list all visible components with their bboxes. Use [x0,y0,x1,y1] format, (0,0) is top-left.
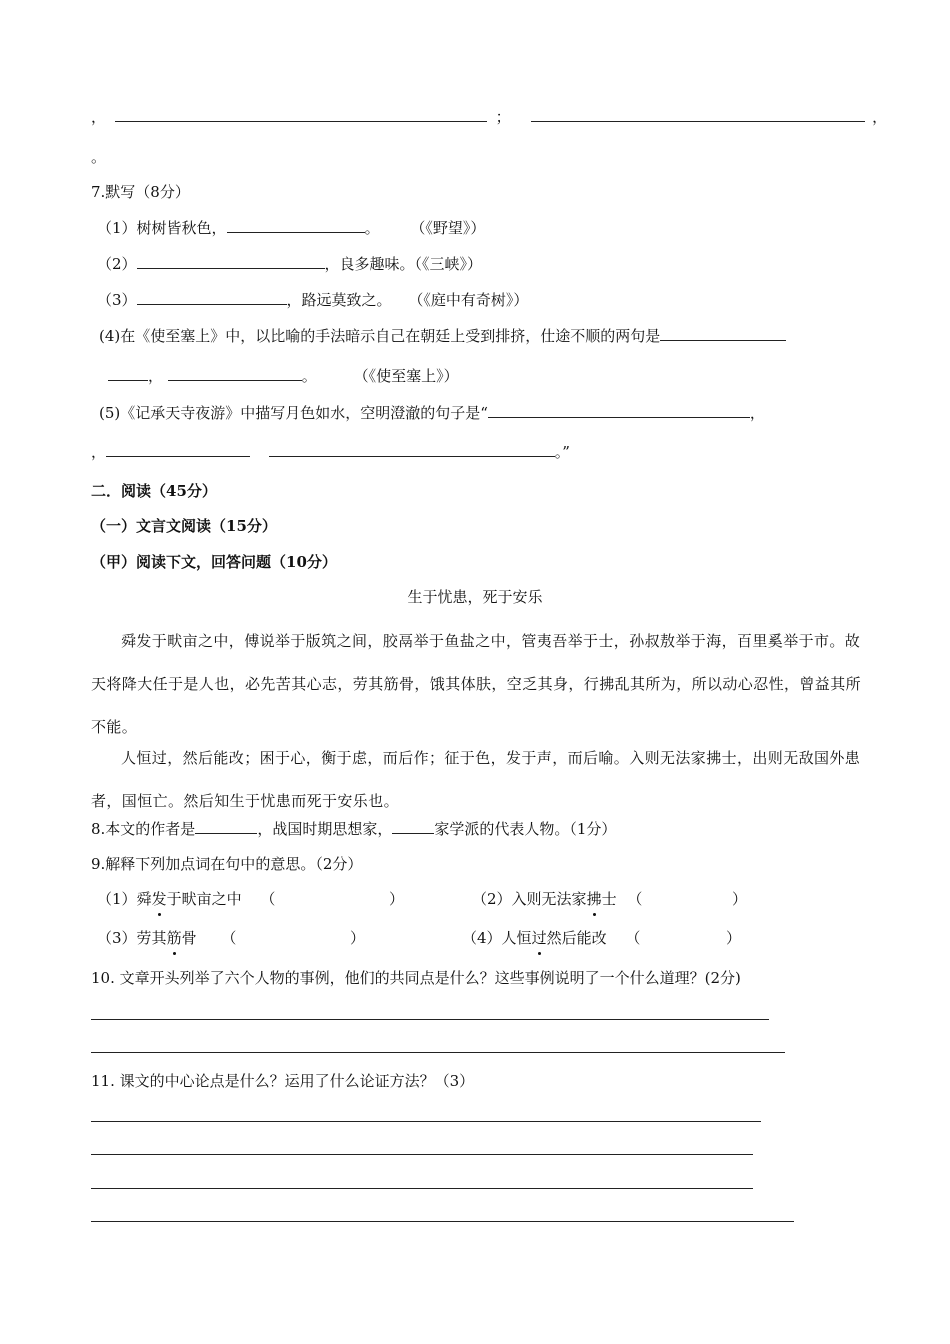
item-end: ，良多趣味。（《三峡》） [324,255,483,273]
top-fill-line [91,106,887,127]
item-number: （4） [462,929,502,947]
q8-text: 8.本文的作者是 [91,820,196,838]
q7-item-1 [97,217,485,238]
q7-item-2 [97,253,482,274]
item-source: （《庭中有奇树》） [408,291,529,309]
passage-instruction: （甲）阅读下文，回答问题（10分） [91,553,337,571]
item-number: （1） [97,890,137,908]
answer-line[interactable] [91,1221,794,1222]
q8-text: 家学派的代表人物。（1分） [434,820,617,838]
item-number: （1） [97,219,137,237]
comma: ， [91,443,107,461]
section-heading: 二．阅读（45分） [91,482,217,500]
answer-line[interactable] [91,1019,769,1020]
item-end: 。 [364,219,380,237]
item-text: 树树皆秋色， [136,219,227,237]
q7-item-4 [99,325,786,346]
q9-item-3 [97,927,365,948]
item-end: 。” [554,443,570,461]
essay-title: 生于忧患，死于安乐 [407,588,543,606]
answer-blank[interactable] [195,819,257,834]
q7-heading: 7.默写（8分） [91,183,190,201]
q10-question: 10. 文章开头列举了六个人物的事例，他们的共同点是什么？这些事例说明了一个什么道理？(2分) [91,969,741,987]
essay-paragraph-2: 人恒过，然后能改；困于心，衡于虑，而后作；征于色，发于声，而后喻。入则无法家拂士，出则无敌国外患者，国恒亡。然后知生于忧患而死于安乐也。 [91,749,861,810]
subsection-heading: （一）文言文阅读（15分） [91,517,277,535]
open-paren: （ [260,890,276,908]
answer-blank[interactable] [168,366,302,381]
item-source: （《野望》） [410,219,486,237]
open-paren: （ [625,929,641,947]
close-paren: ） [725,929,741,947]
item-text: 骨 [181,929,197,947]
item-number: （2） [472,890,512,908]
item-end: 。 [301,367,317,385]
answer-line[interactable] [91,1052,785,1053]
q7-item-4-cont [108,365,459,386]
answer-blank[interactable] [115,107,487,122]
close-paren: ） [388,890,404,908]
comma: ， [749,404,765,422]
answer-blank[interactable] [227,218,365,233]
dotted-word: 筋 [166,929,182,947]
item-text: 然后能改 [546,929,607,947]
item-text: 于畎亩之中 [166,890,242,908]
item-text: 劳其 [136,929,167,947]
q9-item-2 [472,888,747,909]
answer-blank[interactable] [488,403,750,418]
answer-blank[interactable] [660,326,786,341]
answer-line[interactable] [91,1154,753,1155]
answer-blank[interactable] [106,442,250,457]
q9-item-1 [97,888,404,909]
item-text: (4)在《使至塞上》中，以比喻的手法暗示自己在朝廷上受到排挤，仕途不顺的两句是 [99,327,661,345]
item-number: （2） [97,255,137,273]
q9-item-4 [462,927,741,948]
item-text: 人恒 [501,929,532,947]
dotted-word: 发 [151,890,167,908]
close-paren: ） [731,890,747,908]
answer-blank[interactable] [392,819,434,834]
answer-line[interactable] [91,1121,761,1122]
item-text: 士 [601,890,617,908]
q7-item-3 [97,289,528,310]
semicolon: ； [495,108,511,126]
answer-blank[interactable] [531,107,865,122]
comma: ， [148,367,164,385]
item-text: 入则无法家 [511,890,587,908]
close-paren: ） [349,929,365,947]
answer-blank[interactable] [269,442,555,457]
item-number: （3） [97,929,137,947]
answer-line[interactable] [91,1188,753,1189]
item-text: 舜 [136,890,152,908]
q8-text: ，战国时期思想家， [257,820,393,838]
comma: ， [91,108,107,126]
item-source: （《使至塞上》） [353,367,459,385]
dotted-word: 拂 [586,890,602,908]
comma: ， [872,108,888,126]
open-paren: （ [627,890,643,908]
q11-question: 11. 课文的中心论点是什么？运用了什么论证方法？（3） [91,1072,475,1090]
answer-blank[interactable] [108,366,148,381]
q7-item-5-cont [91,441,570,462]
essay-paragraph-1: 舜发于畎亩之中，傅说举于版筑之间，胶鬲举于鱼盐之中，管夷吾举于士，孙叔敖举于海，百里奚举于市。故天将降大任于是人也，必先苦其心志，劳其筋骨，饿其体肤，空乏其身，行拂乱其所为，所以动心忍性，曾益其所不能。 [91,632,862,736]
item-text: (5)《记承天寺夜游》中描写月色如水，空明澄澈的句子是“ [99,404,488,422]
q8 [91,818,616,839]
item-end: ，路远莫致之。 [286,291,392,309]
q7-item-5 [99,402,765,423]
top-period: 。 [91,148,107,166]
item-number: （3） [97,291,137,309]
answer-blank[interactable] [137,290,287,305]
dotted-word: 过 [531,929,547,947]
open-paren: （ [221,929,237,947]
q9-heading: 9.解释下列加点词在句中的意思。（2分） [91,855,363,873]
answer-blank[interactable] [137,254,325,269]
